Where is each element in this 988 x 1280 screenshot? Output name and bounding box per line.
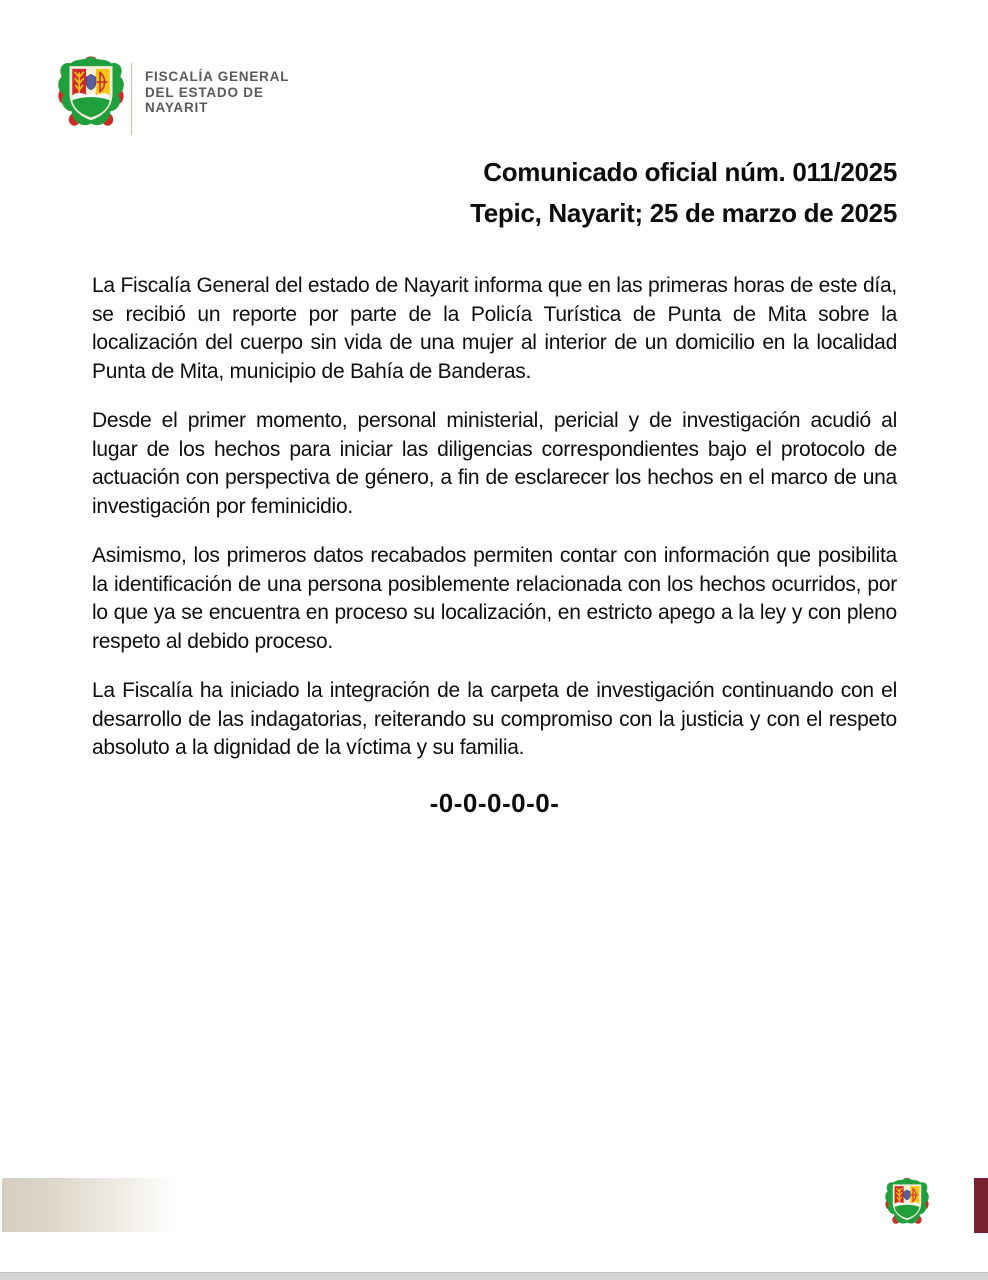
agency-name-line: NAYARIT — [145, 100, 209, 115]
footer-accent-bar — [974, 1178, 988, 1233]
agency-name — [145, 69, 289, 116]
paragraph: La Fiscalía General del estado de Nayarit informa que en las primeras horas de este día, se recibió un reporte por parte de la Policía Turística de Punta de Mita sobre la localización del cuerpo sin vida de una mujer al interior de un domicilio en la localidad Punta de Mita, municipio de Bahía de Banderas. — [92, 274, 897, 383]
nayarit-coat-of-arms-icon — [55, 55, 127, 141]
page-bottom-edge — [0, 1272, 988, 1280]
paragraph: Asimismo, los primeros datos recabados permiten contar con información que posibilita la identificación de una persona posiblemente relacionada con los hechos ocurridos, por lo que ya se encuentra en proceso su localización, en estricto apego a la ley y con pleno respeto al debido proceso. — [92, 544, 897, 653]
footer-gradient-bar — [2, 1178, 200, 1232]
agency-name-line: FISCALÍA GENERAL — [145, 69, 290, 84]
paragraph: La Fiscalía ha iniciado la integración de la carpeta de investigación continuando con el desarrollo de las indagatorias, reiterando su compromiso con la justicia y con el respeto absoluto a la dignidad de la víctima y su familia. — [92, 679, 897, 759]
communique-number: Comunicado oficial núm. 011/2025 — [483, 157, 897, 187]
closing-mark: -0-0-0-0-0- — [429, 787, 560, 818]
agency-name-line: DEL ESTADO DE — [145, 84, 264, 100]
place-and-date: Tepic, Nayarit; 25 de marzo de 2025 — [470, 198, 897, 228]
document-body — [92, 272, 897, 817]
nayarit-coat-of-arms-icon — [884, 1177, 930, 1234]
letterhead-divider — [131, 63, 132, 135]
paragraph: Desde el primer momento, personal ministerial, pericial y de investigación acudió al lugar de los hechos para iniciar las diligencias correspondientes bajo el protocolo de actuación con perspectiva de género, a fin de esclarecer los hechos en el marco de una investigación por feminicidio. — [92, 409, 897, 518]
document-title — [470, 152, 897, 234]
agency-letterhead — [55, 55, 289, 141]
